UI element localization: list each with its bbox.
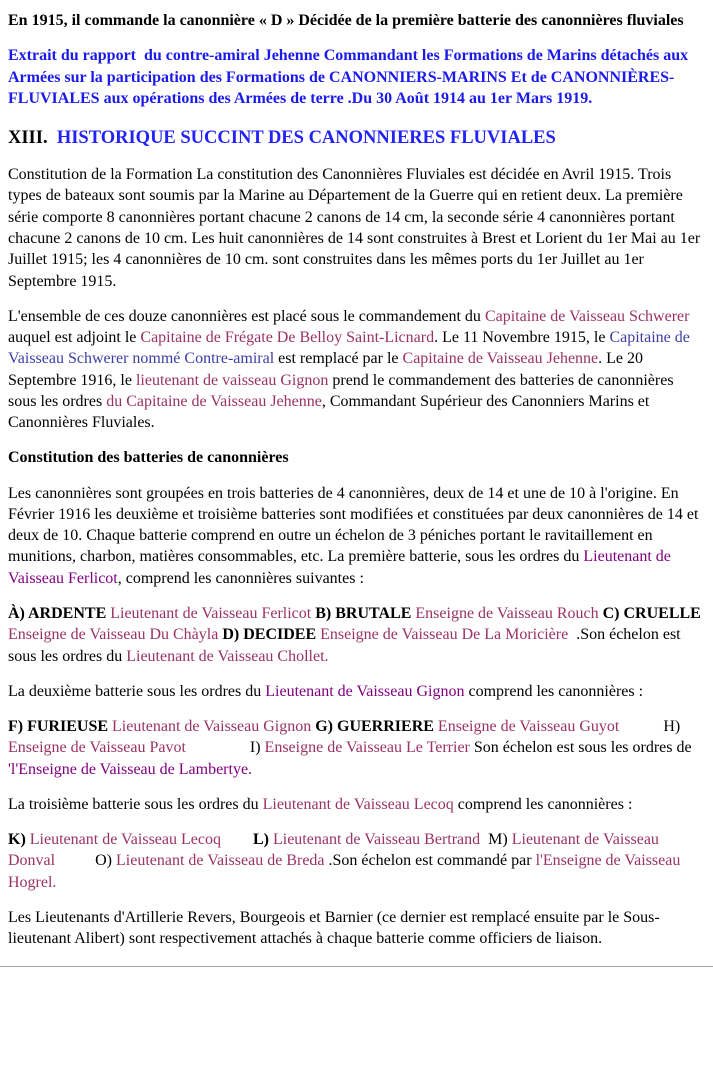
officer-name: du Capitaine de Vaisseau Jehenne [106, 392, 322, 410]
text-run: . Le 11 Novembre 1915, le [434, 329, 610, 347]
ship-label: B) BRUTALE [315, 604, 416, 622]
text-run: est remplacé par le [274, 350, 403, 368]
liaison-officers-paragraph [8, 907, 705, 950]
text-run: , comprend les canonnières suivantes : [117, 569, 364, 587]
ship-label: M) [480, 831, 512, 849]
text-run: .Son échelon est commandé par [324, 852, 536, 870]
section-title: HISTORIQUE SUCCINT DES CANONNIERES FLUVIALES [56, 128, 556, 149]
third-battery-list [8, 829, 705, 893]
text-run: Les canonnières sont groupées en trois batteries de 4 canonnières, deux de 14 et une de 10 à l'origine. En Février 1916 les deuxième et troisième batteries sont modifiées et constituées par deux canonnières de 14 et deux de 10. Chaque batterie comprend en outre un échelon de 3 péniches portant le ravitaillement en munitions, charbon, matières consommables, etc. La première batterie, sous les ordres du [8, 484, 699, 566]
text-run: En 1915, il commande la canonnière « D » Décidée de la première batterie des canonnières fluviales [8, 12, 684, 29]
officer-name: Lieutenant de Vaisseau Lecoq [262, 795, 454, 813]
officer-name: 'l'Enseigne de Vaisseau de Lambertye. [8, 760, 253, 778]
text-run: Constitution des batteries de canonnières [8, 449, 289, 467]
officer-name: Enseigne de Vaisseau Du Chàyla [8, 626, 219, 644]
text-run: L'ensemble de ces douze canonnières est placé sous le commandement du [8, 307, 485, 325]
officer-name: Capitaine de Frégate De Belloy Saint-Licnard [140, 329, 435, 347]
officer-name: Lieutenant de Vaisseau Ferlicot [110, 604, 312, 622]
third-battery-paragraph [8, 794, 705, 815]
officer-name: Lieutenant de Vaisseau de Breda [116, 852, 325, 870]
officer-name: Capitaine de Vaisseau Schwerer nommé Contre-amiral [8, 329, 690, 368]
officer-name: Lieutenant de Vaisseau Donval [8, 831, 659, 870]
text-run: auquel est adjoint le [8, 329, 141, 347]
ship-label: H) [619, 718, 681, 736]
text-run: La troisième batterie sous les ordres du [8, 795, 263, 813]
report-extract-heading [8, 45, 705, 109]
intro-heading [8, 10, 705, 31]
command-paragraph [8, 306, 705, 434]
batteries-subheading [8, 447, 705, 468]
officer-name: Enseigne de Vaisseau De La Moricière [320, 626, 569, 644]
second-battery-list [8, 716, 705, 780]
ship-label: L) [252, 831, 273, 849]
second-battery-paragraph [8, 681, 705, 702]
text-run [221, 831, 253, 848]
text-run: comprend les canonnières : [453, 795, 633, 813]
text-run: Son échelon est sous les ordres de [469, 739, 692, 757]
officer-name: Lieutenant de Vaisseau Bertrand [272, 831, 481, 849]
officer-name: lieutenant de vaisseau Gignon [135, 371, 329, 389]
officer-name: Capitaine de Vaisseau Schwerer [484, 307, 690, 325]
officer-name: Enseigne de Vaisseau Le Terrier [264, 739, 470, 757]
ship-label: I) [185, 739, 265, 757]
batteries-overview-paragraph [8, 483, 705, 589]
first-battery-list [8, 603, 705, 667]
text-run: , Commandant Supérieur des Canonniers Marins et Canonnières Fluviales. [8, 392, 650, 432]
ship-label: O) [55, 852, 116, 870]
ship-label: D) DECIDEE [222, 626, 321, 644]
ship-label: F) FURIEUSE [8, 718, 113, 736]
ship-label: À) ARDENTE [8, 604, 111, 622]
officer-name: Lieutenant de Vaisseau Chollet. [126, 647, 329, 665]
ship-label: C) CRUELLE [602, 604, 701, 622]
text-run: comprend les canonnières : [464, 682, 644, 700]
officer-name: l'Enseigne de Vaisseau Hogrel. [8, 852, 681, 891]
text-run: Extrait du rapport du contre-amiral Jehenne Commandant les Formations de Marins détachés aux Armées sur la participation des Formations de CANONNIERS-MARINS Et de CANONNIÈRES-FLUVIALES aux opérations des Armées de terre .Du 30 Août 1914 au 1er Mars 1919. [8, 47, 689, 107]
officer-name: Lieutenant de Vaisseau Lecoq [29, 831, 221, 849]
text-run: . Le 20 Septembre 1916, le [8, 350, 644, 389]
ship-label: K) [8, 831, 30, 849]
constitution-formation-paragraph [8, 164, 705, 292]
text-run: prend le commandement des batteries de canonnières sous les ordres [8, 371, 674, 410]
officer-name: Enseigne de Vaisseau Rouch [415, 604, 599, 622]
text-run: Constitution de la Formation La constitution des Canonnières Fluviales est décidée en Avril 1915. Trois types de bateaux sont soumis par la Marine au Département de la Guerre qui en retient deux. La première série comporte 8 canonnières portant chacune 2 canons de 14 cm, la seconde série 4 canonnières portant chacune 2 canons de 10 cm. Les huit canonnières de 14 sont construites à Brest et Lorient du 1er Mai au 1er Juillet 1915; les 4 canonnières de 10 cm. sont construites dans les mêmes ports du 1er Juillet au 1er Septembre 1915. [8, 166, 701, 290]
text-run: La deuxième batterie sous les ordres du [8, 682, 266, 700]
officer-name: Capitaine de Vaisseau Jehenne [402, 350, 599, 368]
ship-label: G) GUERRIERE [315, 718, 438, 736]
officer-name: Lieutenant de Vaisseau Gignon [265, 682, 465, 700]
officer-name: Lieutenant de Vaisseau Gignon [112, 718, 312, 736]
bottom-rule [0, 966, 713, 967]
text-run: Les Lieutenants d'Artillerie Revers, Bourgeois et Barnier (ce dernier est remplacé ensuite par le Sous-lieutenant Alibert) sont respectivement attachés à chaque batterie comme officiers de liaison. [8, 908, 660, 948]
section-heading [8, 127, 705, 150]
officer-name: Enseigne de Vaisseau Guyot [437, 718, 620, 736]
text-run: .Son échelon est sous les ordres du [8, 626, 681, 665]
section-number: XIII. [8, 128, 57, 149]
officer-name: Lieutenant de Vaisseau Ferlicot [8, 548, 671, 587]
officer-name: Enseigne de Vaisseau Pavot [8, 739, 186, 757]
